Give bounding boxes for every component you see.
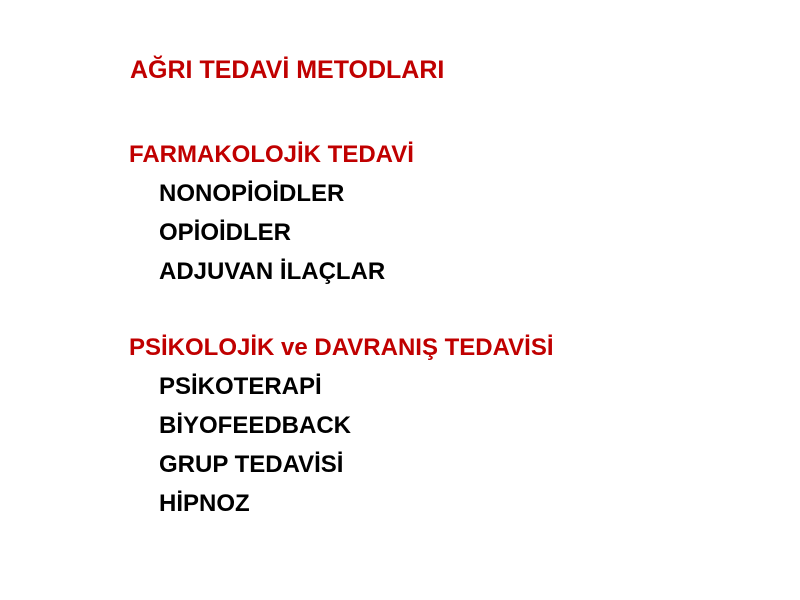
list-item: ADJUVAN İLAÇLAR	[159, 258, 386, 285]
list-item: OPİOİDLER	[159, 219, 292, 246]
list-item: HİPNOZ	[159, 490, 250, 517]
list-item: NONOPİOİDLER	[159, 180, 345, 207]
section-heading: FARMAKOLOJİK TEDAVİ	[129, 141, 414, 168]
list-item: BİYOFEEDBACK	[159, 412, 352, 439]
section-psychological	[129, 329, 554, 523]
list-item: PSİKOTERAPİ	[159, 373, 322, 400]
list-item: GRUP TEDAVİSİ	[159, 451, 344, 478]
section-heading: PSİKOLOJİK ve DAVRANIŞ TEDAVİSİ	[129, 334, 554, 361]
section-pharmacological	[129, 136, 414, 291]
slide-title: AĞRI TEDAVİ METODLARI	[130, 56, 445, 84]
